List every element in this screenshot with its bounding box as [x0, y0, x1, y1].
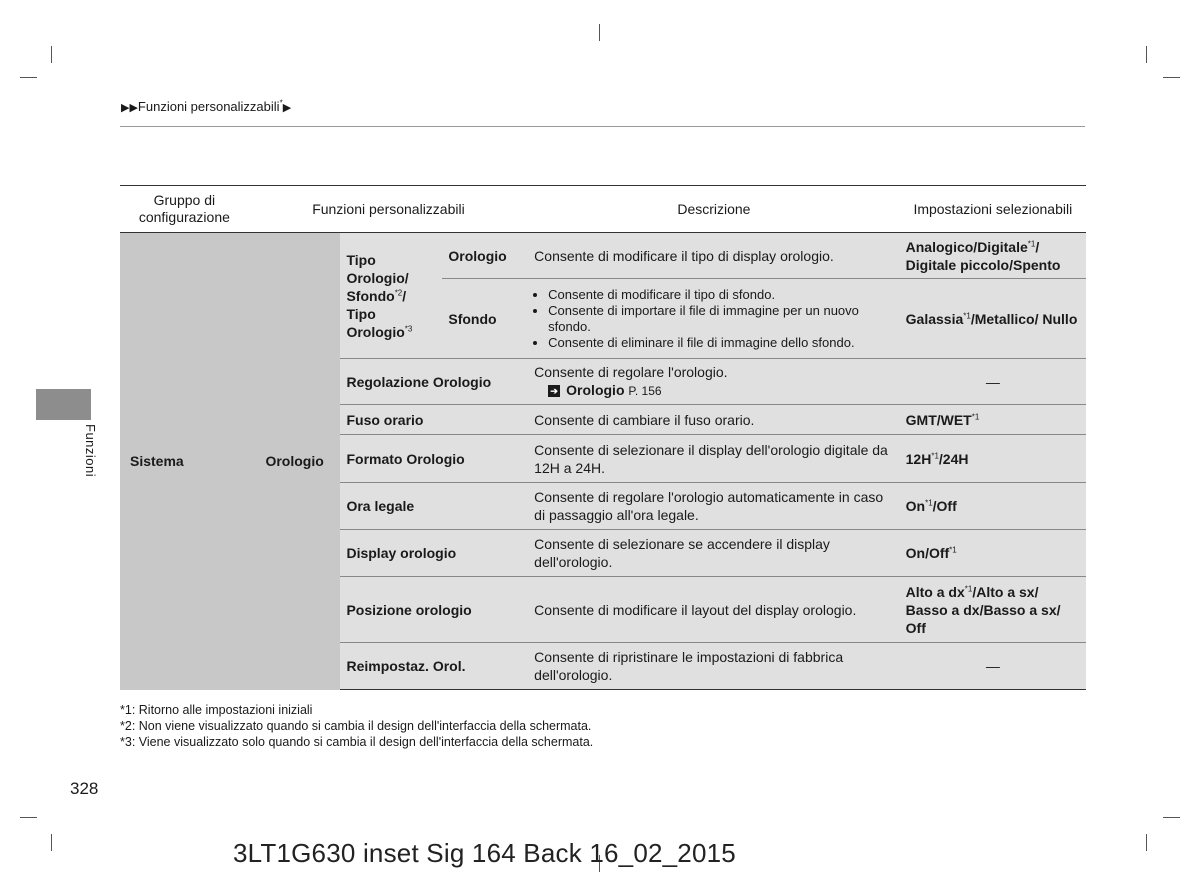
footnote-mark: *1 [971, 411, 980, 421]
posizione-settings-cell [900, 577, 1086, 643]
settings-table [120, 185, 1086, 690]
crop-mark [20, 817, 37, 818]
header-funzioni: Funzioni personalizzabili [249, 186, 528, 233]
setting-text: Alto a dx [905, 583, 965, 600]
ora-legale-feature-cell: Ora legale [340, 483, 528, 530]
formato-feature-cell: Formato Orologio [340, 435, 528, 483]
footnote-mark: *1 [931, 450, 939, 460]
sfondo-sub-cell: Sfondo [442, 279, 528, 359]
orologio-sub-cell: Orologio [442, 233, 528, 279]
footnote-mark: *1 [964, 583, 973, 593]
footnote: *3: Viene visualizzato solo quando si cambia il design dell'interfaccia della schermata. [120, 735, 594, 749]
reference-arrow-icon: ➔ [548, 385, 560, 397]
arrow-icon: ▶ [282, 102, 292, 114]
tipo-orologio-text-2: / Tipo Orologio [346, 287, 407, 340]
footnote-mark: *1 [949, 545, 957, 555]
reference-page: P. 156 [628, 384, 662, 398]
reference-label: Orologio [566, 382, 625, 398]
setting-text: / Digitale piccolo/Spento [905, 238, 1061, 273]
setting-text: /Off [932, 498, 957, 514]
formato-settings-cell [900, 435, 1086, 483]
subgroup-cell: Orologio [249, 233, 341, 690]
display-feature-cell: Display orologio [340, 530, 528, 577]
setting-text: /Metallico/ Nullo [970, 310, 1078, 327]
footnote-mark: *1 [1027, 238, 1036, 248]
reimpostaz-desc-cell: Consente di ripristinare le impostazioni di fabbrica dell'orologio. [528, 643, 899, 690]
table-header-row [120, 186, 1086, 233]
crop-mark [20, 77, 37, 78]
group-cell: Sistema [120, 233, 249, 690]
crop-mark [1163, 817, 1180, 818]
page-reference[interactable] [534, 381, 893, 400]
reimpostaz-feature-cell: Reimpostaz. Orol. [340, 643, 528, 690]
fuso-settings-cell [900, 405, 1086, 435]
crop-mark [1146, 834, 1147, 851]
footnote-mark: *2 [394, 287, 403, 297]
orologio-settings-cell [900, 233, 1086, 279]
setting-text: Analogico/Digitale [905, 238, 1028, 255]
print-slug: 3LT1G630 inset Sig 164 Back 16_02_2015 [233, 838, 736, 868]
footnote: *2: Non viene visualizzato quando si cambia il design dell'interfaccia della schermata. [120, 719, 592, 733]
list-item: • Consente di eliminare il file di immagine dello sfondo. [548, 335, 893, 351]
footnote-mark: *1 [925, 498, 933, 508]
list-item: • Consente di importare il file di immagine per un nuovo sfondo. [548, 303, 893, 335]
fuso-desc-cell: Consente di cambiare il fuso orario. [528, 405, 899, 435]
list-item: • Consente di modificare il tipo di sfondo. [548, 287, 893, 303]
header-gruppo: Gruppo di configurazione [120, 186, 249, 233]
regolazione-desc-cell [528, 359, 899, 405]
crop-mark [1163, 77, 1180, 78]
posizione-feature-cell: Posizione orologio [340, 577, 528, 643]
ora-legale-desc-cell: Consente di regolare l'orologio automaticamente in caso di passaggio all'ora legale. [528, 483, 899, 530]
setting-text: 12H [905, 450, 932, 467]
reimpostaz-settings-cell: — [900, 643, 1086, 690]
orologio-desc-cell: Consente di modificare il tipo di display orologio. [528, 233, 899, 279]
regolazione-settings-cell: — [900, 359, 1086, 405]
setting-text: On [905, 498, 926, 514]
header-rule [120, 126, 1085, 127]
footnotes [120, 702, 593, 750]
table-row [120, 233, 1086, 279]
crop-mark [51, 46, 52, 63]
display-settings-cell [900, 530, 1086, 577]
section-tab [36, 389, 91, 420]
setting-text: /Alto a sx/ Basso a dx/Basso a sx/ Off [905, 583, 1061, 636]
sfondo-settings-cell [900, 279, 1086, 359]
ora-legale-settings-cell [900, 483, 1086, 530]
crop-mark [599, 24, 600, 41]
tipo-orologio-text: Tipo Orologio/ Sfondo [346, 251, 409, 304]
display-desc-cell: Consente di selezionare se accendere il display dell'orologio. [528, 530, 899, 577]
setting-text: On/Off [905, 545, 950, 561]
footnote: *1: Ritorno alle impostazioni iniziali [120, 703, 313, 717]
double-arrow-icon: ▶▶ [121, 102, 138, 114]
regolazione-feature-cell: Regolazione Orologio [340, 359, 528, 405]
sfondo-bullet-list [534, 287, 893, 351]
header-impostazioni: Impostazioni selezionabili [900, 186, 1086, 233]
setting-text: GMT/WET [905, 411, 972, 428]
header-descrizione: Descrizione [528, 186, 899, 233]
crop-mark [51, 834, 52, 851]
setting-text: Galassia [905, 310, 964, 327]
footnote-mark: *3 [404, 323, 413, 333]
crop-mark [1146, 46, 1147, 63]
fuso-feature-cell: Fuso orario [340, 405, 528, 435]
tipo-orologio-cell [340, 233, 442, 359]
breadcrumb-footnote-mark: * [279, 98, 283, 108]
breadcrumb [121, 99, 291, 114]
sfondo-desc-cell [528, 279, 899, 359]
regolazione-desc-text: Consente di regolare l'orologio. [534, 364, 728, 380]
section-tab-label: Funzioni [83, 424, 98, 478]
breadcrumb-text: Funzioni personalizzabili [137, 99, 280, 114]
setting-text: /24H [938, 450, 969, 467]
posizione-desc-cell: Consente di modificare il layout del display orologio. [528, 577, 899, 643]
page-number: 328 [70, 779, 99, 798]
formato-desc-cell: Consente di selezionare il display dell'orologio digitale da 12H a 24H. [528, 435, 899, 483]
footnote-mark: *1 [963, 310, 971, 320]
